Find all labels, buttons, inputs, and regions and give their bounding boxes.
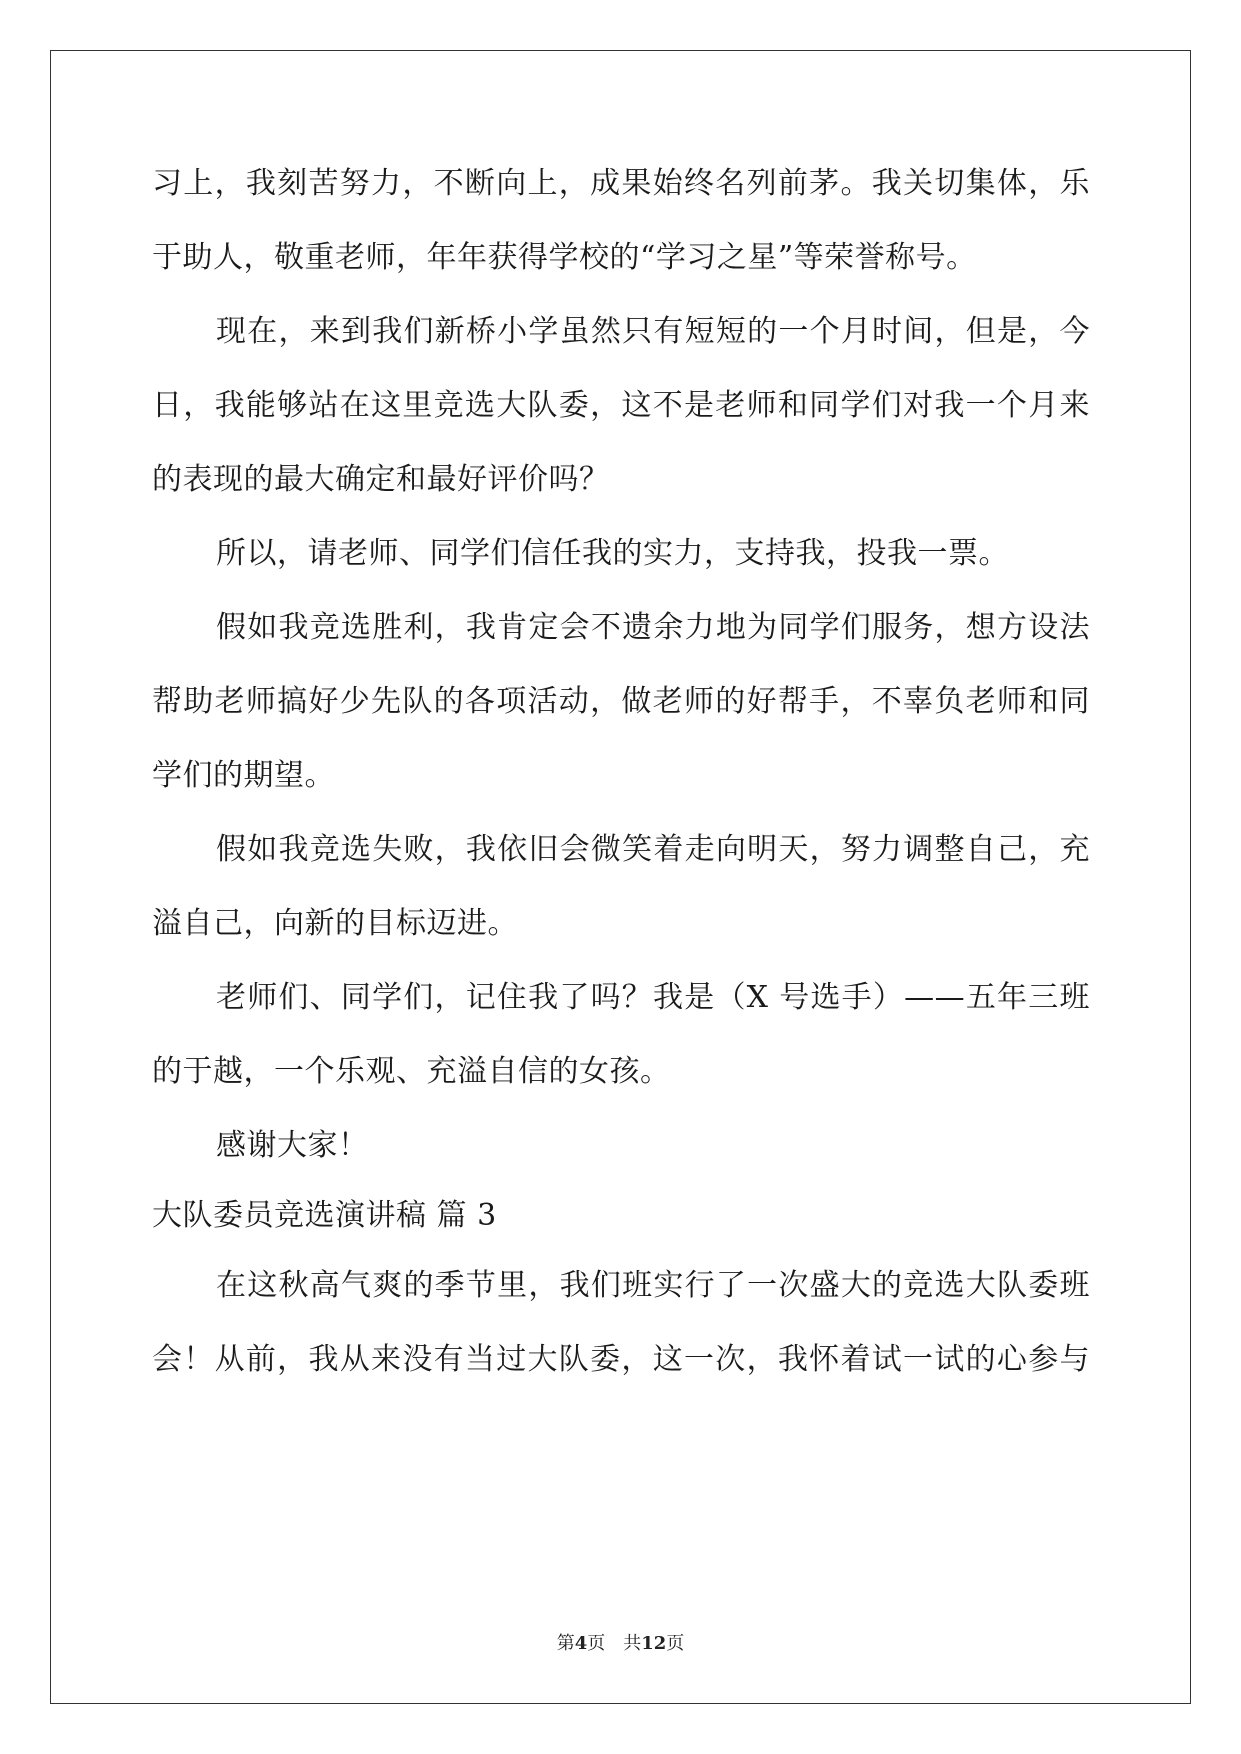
text-line-16: 在这秋高气爽的季节里，我们班实行了一次盛大的竞选大队委班 xyxy=(216,1268,1090,1303)
text-line-14: 感谢大家！ xyxy=(216,1128,369,1163)
section-heading: 大队委员竞选演讲稿 篇 3 xyxy=(152,1198,497,1233)
text-line-5: 的表现的最大确定和最好评价吗？ xyxy=(152,462,610,497)
text-line-12: 老师们、同学们，记住我了吗？我是（X 号选手）——五年三班 xyxy=(216,980,1090,1015)
page-footer xyxy=(0,1632,1241,1656)
footer-suffix: 页 xyxy=(666,1633,685,1654)
text-line-13: 的于越，一个乐观、充溢自信的女孩。 xyxy=(152,1054,671,1089)
text-line-17: 会！从前，我从来没有当过大队委，这一次，我怀着试一试的心参与 xyxy=(152,1342,1090,1377)
text-line-10: 假如我竞选失败，我依旧会微笑着走向明天，努力调整自己，充 xyxy=(216,832,1090,867)
text-line-6: 所以，请老师、同学们信任我的实力，支持我，投我一票。 xyxy=(216,536,1009,571)
text-line-11: 溢自己，向新的目标迈进。 xyxy=(152,906,518,941)
page-border xyxy=(50,50,1191,1704)
text-line-8: 帮助老师搞好少先队的各项活动，做老师的好帮手，不辜负老师和同 xyxy=(152,684,1090,719)
footer-total-pages: 12 xyxy=(641,1633,667,1654)
footer-page-number: 4 xyxy=(574,1633,588,1654)
text-line-9: 学们的期望。 xyxy=(152,758,335,793)
text-line-7: 假如我竞选胜利，我肯定会不遗余力地为同学们服务，想方设法 xyxy=(216,610,1090,645)
footer-prefix: 第 xyxy=(556,1633,575,1654)
footer-mid: 页 共 xyxy=(587,1633,642,1654)
text-line-4: 日，我能够站在这里竞选大队委，这不是老师和同学们对我一个月来 xyxy=(152,388,1090,423)
text-line-1: 习上，我刻苦努力，不断向上，成果始终名列前茅。我关切集体，乐 xyxy=(152,166,1090,201)
text-line-3: 现在，来到我们新桥小学虽然只有短短的一个月时间，但是，今 xyxy=(216,314,1090,349)
text-line-2: 于助人，敬重老师，年年获得学校的“学习之星”等荣誉称号。 xyxy=(152,240,977,275)
